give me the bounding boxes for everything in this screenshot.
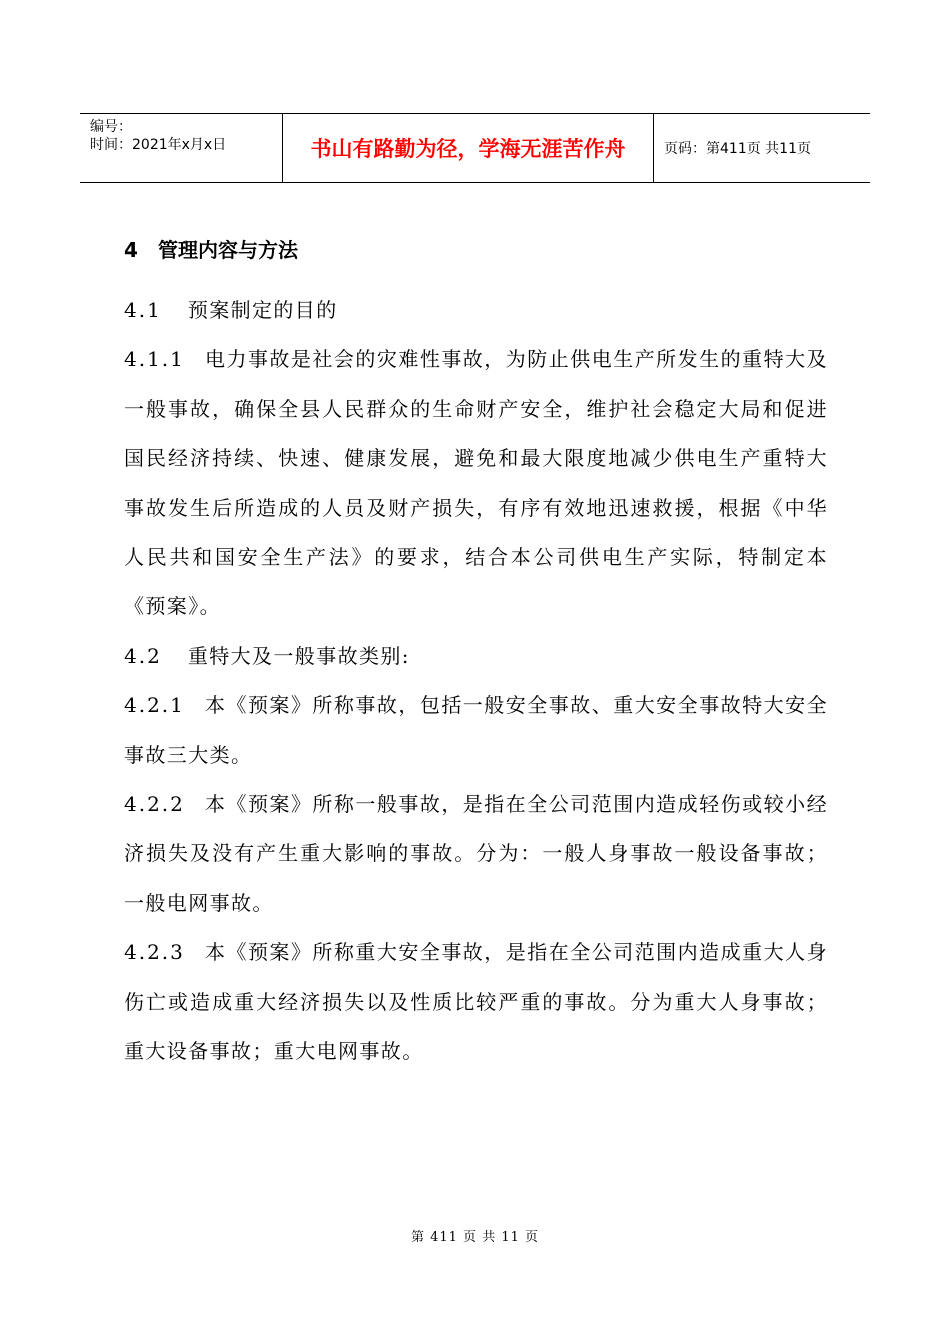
paragraph-4-2-1 [124,681,828,780]
page-code-cell [654,114,870,182]
paragraph-number: 4.2.1 [124,693,185,718]
page-footer: 第 411 页 共 11 页 [410,1230,540,1245]
paragraph-4-1-1 [124,335,828,631]
paragraph-text: 本《预案》所称重大安全事故，是指在全公司范围内造成重大人身伤亡或造成重大经济损失以及性质比较严重的事故。分为重大人身事故；重大设备事故；重大电网事故。 [124,940,828,1064]
header-table [80,113,870,183]
paragraph-4-2-3 [124,928,828,1076]
paragraph-4-1 [124,286,828,335]
section-title-text: 管理内容与方法 [158,238,298,262]
paragraph-number: 4.2.3 [124,940,185,965]
paragraph-text: 重特大及一般事故类别: [187,643,410,668]
header-meta-cell [80,114,282,182]
paragraph-text: 预案制定的目的 [187,298,338,322]
section-heading [124,226,828,274]
paragraph-number: 4.1.1 [124,347,185,372]
time-label: 时间：2021年x月x日 [90,137,227,153]
paragraph-4-2-2 [124,780,828,928]
paragraph-number: 4.1 [124,298,162,322]
paragraph-number: 4.2 [124,643,162,668]
motto-text: 书山有路勤为径，学海无涯苦作舟 [310,137,626,161]
paragraph-4-2 [124,632,828,681]
paragraph-number: 4.2.2 [124,792,185,817]
paragraph-text: 本《预案》所称一般事故，是指在全公司范围内造成轻伤或较小经济损失及没有产生重大影响的事故。分为：一般人身事故一般设备事故；一般电网事故。 [124,792,828,915]
section-number: 4 [124,238,138,262]
paragraph-text: 电力事故是社会的灾难性事故，为防止供电生产所发生的重特大及一般事故，确保全县人民群众的生命财产安全，维护社会稳定大局和促进国民经济持续、快速、健康发展，避免和最大限度地减少供电生产重特大事故发生后所造成的人员及财产损失，有序有效地迅速救援，根据《中华人民共和国安全生产法》的要求，结合本公司供电生产实际，特制定本《预案》。 [124,347,828,619]
motto-cell [282,114,654,182]
document-body [124,226,828,1077]
page-code-text: 页码：第411页 共11页 [664,141,811,157]
paragraph-text: 本《预案》所称事故，包括一般安全事故、重大安全事故特大安全事故三大类。 [124,693,828,767]
number-label: 编号： [90,119,132,135]
